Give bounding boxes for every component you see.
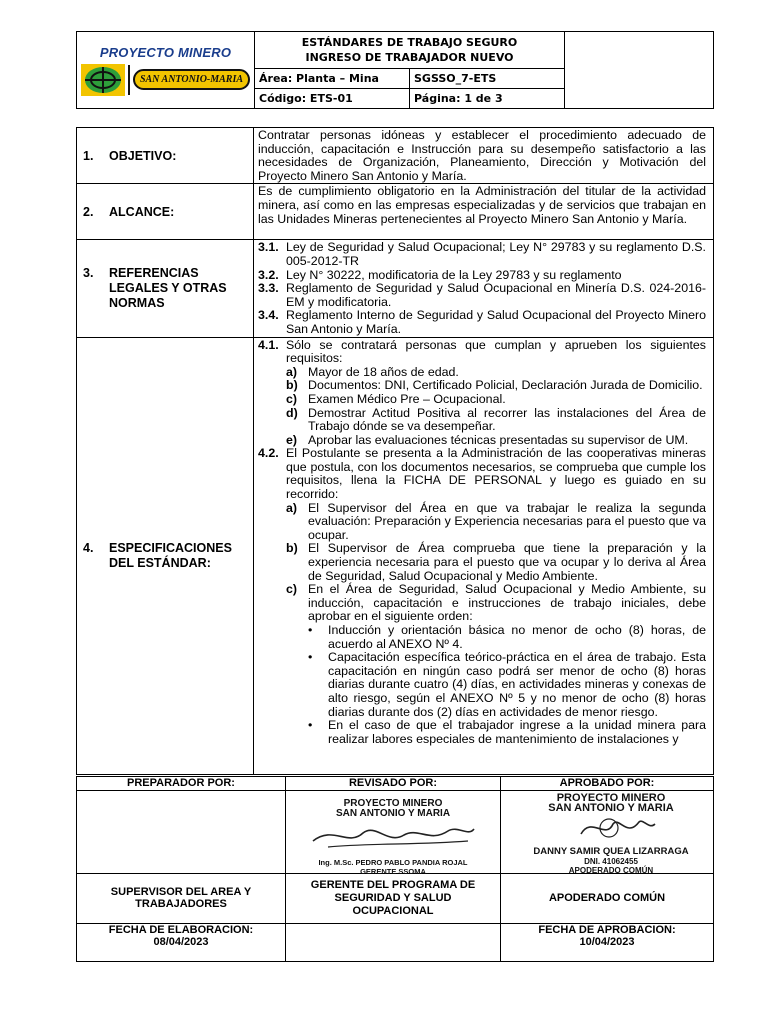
section-number: 3.: [83, 265, 94, 280]
company-logo: [77, 32, 255, 109]
section-label: ESPECIFICACIONES: [109, 540, 232, 555]
fecha-aprobacion: FECHA DE APROBACION: 10/04/2023: [501, 923, 714, 961]
requirement-item: a) Mayor de 18 años de edad.: [286, 364, 459, 379]
title-line-2: INGRESO DE TRABAJADOR NUEVO: [305, 51, 514, 64]
section-number: 2.: [83, 204, 94, 219]
steps-list: [258, 502, 706, 747]
bullet-icon: •: [308, 623, 313, 637]
preparador-role: SUPERVISOR DEL AREA Y TRABAJADORES: [77, 873, 286, 923]
section-label: ALCANCE:: [109, 204, 175, 219]
requirement-item: b) Documentos: DNI, Certificado Policial, Declaración Jurada de Domicilio.: [286, 378, 703, 393]
title-line-1: ESTÁNDARES DE TRABAJO SEGURO: [301, 36, 518, 49]
bullet-item: • Capacitación específica teórico-práctica en el área de trabajo. Esta capacitación en ningún caso podrá ser menor de ocho (8) horas diarias durante cuatro (4) días, en actividades mineras y conexas de alto riesgo, según el ANEXO Nº 5 y no menor de ocho (8) horas diarias durante dos (2) días en actividades de menor riesgo.: [308, 650, 706, 719]
revisado-label: REVISADO POR:: [286, 777, 501, 791]
requirement-item: c) Examen Médico Pre – Ocupacional.: [286, 391, 506, 406]
pagina-field: Página: 1 de 3: [410, 89, 565, 109]
aprobado-label: APROBADO POR:: [501, 777, 714, 791]
section-label: LEGALES Y OTRAS: [109, 280, 227, 295]
fecha-elaboracion: FECHA DE ELABORACION: 08/04/2023: [77, 923, 286, 961]
aprobador-stamp: PROYECTO MINERO SAN ANTONIO Y MARIA DANNY SAMIR QUEA LIZARRAGA DNI. 41062455 APODERADO COMÚN: [533, 792, 689, 876]
objetivo-text: Contratar personas idóneas y establecer el procedimiento adecuado de inducción, capacitación e Instrucción para su desempeño satisfactorio a las necesidades de Organización, Planeamiento, Dirección y Motivación del Proyecto Minero San Antonio y María.: [254, 128, 714, 184]
section-label: NORMAS: [109, 295, 165, 310]
document-header: [76, 31, 714, 109]
bullet-item: • Inducción y orientación básica no menor de ocho (8) horas, de acuerdo al ANEXO Nº 4.: [308, 623, 706, 651]
bullet-icon: •: [308, 650, 313, 665]
document-title: [255, 32, 565, 69]
reference-item: 3.1. Ley de Seguridad y Salud Ocupacional; Ley N° 29783 y su reglamento D.S. 005-2012-TR: [258, 240, 706, 268]
standard-content-table: [76, 127, 714, 775]
reference-item: 3.3. Reglamento de Seguridad y Salud Ocupacional en Minería D.S. 024-2016-EM y modificatoria.: [258, 281, 706, 309]
step-item: c) En el Área de Seguridad, Salud Ocupacional y Medio Ambiente, su inducción, capacitación e instrucciones de trabajo iniciales, debe aprobar en el siguiente orden:: [286, 582, 706, 624]
revisor-role: GERENTE DEL PROGRAMA DE SEGURIDAD Y SALUD OCUPACIONAL: [286, 873, 501, 923]
section-number: 4.: [83, 540, 94, 555]
especificaciones-content: [254, 337, 714, 774]
revisor-signature-cell: [286, 791, 501, 877]
section-label: REFERENCIAS: [109, 265, 199, 280]
fecha-empty-cell: [286, 923, 501, 961]
spec-item-4-1: 4.1. Sólo se contratará personas que cumplan y aprueben los siguientes requisitos:: [258, 338, 706, 366]
preparador-signature-cell: [77, 791, 286, 873]
section-number: 1.: [83, 148, 94, 163]
preparado-label: PREPARADOR POR:: [77, 777, 286, 791]
section-alcance: [77, 184, 714, 240]
reference-item: 3.4. Reglamento Interno de Seguridad y Salud Ocupacional del Proyecto Minero San Antonio y María.: [258, 308, 706, 336]
requirement-item: e) Aprobar las evaluaciones técnicas presentadas su supervisor de UM.: [286, 432, 689, 447]
signature-table: [76, 776, 714, 962]
logo-emblem-icon: [81, 64, 125, 96]
spec-item-4-2: 4.2. El Postulante se presenta a la Administración de las cooperativas mineras que postula, con los documentos necesarios, se comprueba que cumple los requisitos, llena la FICHA DE PERSONAL y luego es guiado en su recorrido:: [258, 446, 706, 502]
section-referencias: [77, 240, 714, 337]
section-label: DEL ESTÁNDAR:: [109, 555, 211, 570]
section-objetivo: [77, 128, 714, 184]
aprobador-role: APODERADO COMÚN: [501, 873, 714, 923]
header-empty-cell: [565, 32, 714, 109]
bullet-item: • En el caso de que el trabajador ingrese a la unidad minera para realizar labores especiales de mantenimiento de instalaciones y: [308, 718, 706, 746]
codigo-field: Código: ETS-01: [255, 89, 410, 109]
revisor-signature-icon: [308, 819, 478, 853]
logo-text-top: PROYECTO MINERO: [99, 44, 232, 60]
referencias-list: [254, 240, 714, 337]
section-label: OBJETIVO:: [109, 148, 177, 163]
area-field: Área: Planta – Mina: [255, 69, 410, 89]
requirement-item: d) Demostrar Actitud Positiva al recorrer las instalaciones del Área de Trabajo dónde se va desempeñar.: [286, 405, 706, 434]
section-especificaciones: [77, 337, 714, 774]
logo-text-bottom: SAN ANTONIO-MARIA: [133, 69, 250, 90]
aprobador-signature-cell: [501, 791, 714, 876]
reference-item: 3.2. Ley N° 30222, modificatoria de la Ley 29783 y su reglamento: [258, 267, 622, 282]
step-item: b) El Supervisor de Área comprueba que tiene la preparación y la experiencia necesaria para el puesto que va ocupar y lo deriva al Área de Seguridad, Salud Ocupacional y Medio Ambiente.: [286, 541, 706, 583]
bullet-icon: •: [308, 718, 313, 733]
aprobador-signature-icon: [551, 814, 671, 842]
sgsso-code: SGSSO_7-ETS: [410, 69, 565, 89]
alcance-text: Es de cumplimiento obligatorio en la Administración del titular de la actividad minera, así como en las empresas especializadas y de servicios que trabajan en las Unidades Mineras pertenecientes al Proyecto Minero San Antonio y María.: [254, 184, 714, 240]
training-bullets: [286, 624, 706, 746]
step-item: a) El Supervisor del Área en que va trabajar le realiza la segunda evaluación: Preparación y Experiencia necesarias para el puesto que va ocupar.: [286, 500, 706, 542]
revisor-stamp: PROYECTO MINERO SAN ANTONIO Y MARIA Ing. M.Sc. PEDRO PABLO PANDIA ROJAL GERENTE SSOMA: [308, 799, 478, 876]
requirements-list: [258, 366, 706, 448]
